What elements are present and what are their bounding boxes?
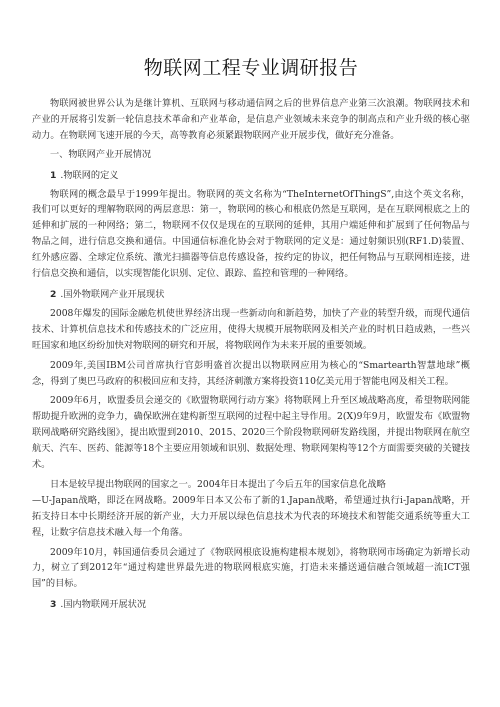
subheading-text: .国外物联网产业开展现状 bbox=[60, 288, 165, 300]
paragraph-ibm: 2009年,美国IBM公司首席执行官彭明盛首次提出以物联网应用为核心的“Smartearth智慧地球”概念，得到了奥巴马政府的积极回应和支持，其经济刺激方案将投资110亿美元用于智能电网及相关工程。 bbox=[32, 359, 470, 387]
subheading-foreign-status bbox=[32, 287, 470, 303]
paragraph-eu: 2009年6月，欧盟委员会递交的《欧盟物联网行动方案》将物联网上升至区域战略高度，希望物联网能帮助提升欧洲的竞争力，确保欧洲在建构新型互联网的过程中起主导作用。2(X)9年9月，欧盟发布《欧盟物联网战略研究路线图》，提出欧盟到2010、2015、2020三个阶段物联网研发路线图，并提出物联网在航空航天、汽车、医药、能源等18个主要应用领域和识别、数据处理、物联网架构等12个方面需要突破的关键技术。 bbox=[32, 395, 470, 471]
definition-paragraph: 物联网的概念最早于1999年提出。物联网的英文名称为“TheInternetOfThingS”,由这个英文名称，我们可以更好的理解物联网的两层意思：第一，物联网的核心和根底仍然是互联网，是在互联网根底之上的延伸和扩展的一种网络；第二，物联网不仅仅是现在的互联网的延伸，其用户端延伸和扩展到了任何物品与物品之间，进行信息交换和通信。中国通信标准化协会对于物联网的定义是：通过射频识别(RF1.D)装置、红外感应器、全球定位系统、激光扫描器等信息传感设备，按约定的协议，把任何物品与互联网相连接，进行信息交换和通信，以实现智能化识别、定位、跟踪、监控和管理的一种网络。 bbox=[32, 188, 470, 280]
paragraph-korea: 2009年10月，韩国通信委员会通过了《物联网根底设施构建根本规划》，将物联网市场确定为新增长动力，树立了到2012年“通过构建世界最先进的物联网根底实施，打造未来播送通信融合领域超一流ICT强国”的目标。 bbox=[32, 546, 470, 590]
subheading-text: .国内物联网开展状况 bbox=[60, 599, 147, 611]
subheading-number: 3 bbox=[50, 599, 57, 611]
page-title: 物联网工程专业调研报告 bbox=[143, 57, 359, 79]
paragraph-2008: 2008年爆发的国际金融危机使世界经济出现一些新动向和新趋势，加快了产业的转型升级，而现代通信技术、计算机信息技术和传感技术的广泛应用，使得大规模开展物联网及相关产业的时机日趋成熟，一些兴旺国家和地区纷纷加快对物联网的研究和开展，将物联网作为未来开展的重要领域。 bbox=[32, 307, 470, 351]
subheading-number: 2 bbox=[50, 288, 57, 300]
document-body bbox=[32, 96, 470, 613]
section-heading: 一、物联网产业开展情况 bbox=[50, 148, 152, 160]
subheading-definition bbox=[32, 168, 470, 184]
paragraph-japan-strategy: —U-Japan战略，即泛在网战略。2009年日本又公布了新的1.Japan战略，希望通过执行i-Japan战略，开拓支持日本中长期经济开展的新产业，大力开展以绿色信息技术为代表的环境技术和智能交通系统等重大工程，让数字信息技术融入每一个角落。 bbox=[32, 494, 470, 538]
subheading-number: 1 bbox=[50, 169, 57, 181]
intro-paragraph: 物联网被世界公认为是继计算机、互联网与移动通信网之后的世界信息产业第三次浪潮。物联网技术和产业的开展将引发新一轮信息技术革命和产业革命，是信息产业领域未来竞争的制高点和产业升级的核心驱动力。在物联网飞速开展的今天，高等教育必须紧跟物联网产业开展步伐，做好充分准备。 bbox=[32, 98, 470, 141]
subheading-text: .物联网的定义 bbox=[60, 169, 119, 181]
subheading-domestic-status bbox=[32, 597, 470, 613]
paragraph-japan-intro: 日本是较早提出物联网的国家之一。2004年日本提出了今后五年的国家信息化战略 bbox=[50, 478, 386, 490]
